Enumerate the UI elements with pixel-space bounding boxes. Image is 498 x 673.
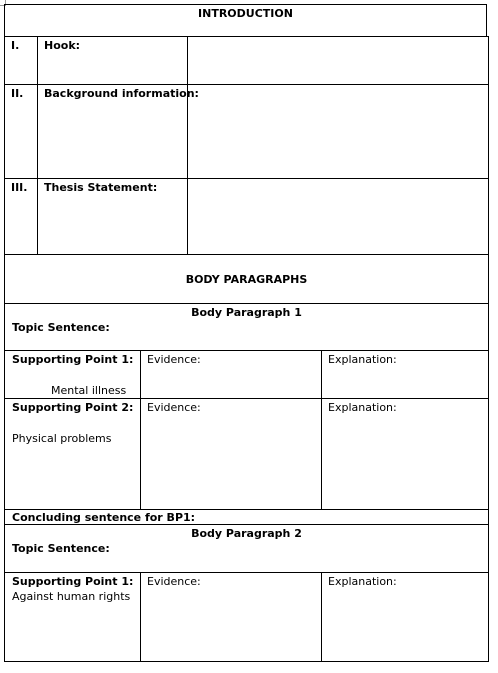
- background-label: Background information:: [44, 87, 199, 100]
- column-divider: [321, 572, 322, 662]
- bp1-sp2-explanation-label: Explanation:: [328, 401, 397, 414]
- row-divider: [4, 178, 489, 179]
- thesis-number: III.: [11, 181, 28, 194]
- bp1-sp1-evidence-label: Evidence:: [147, 353, 201, 366]
- column-divider: [140, 572, 141, 662]
- column-divider: [37, 36, 38, 255]
- bp1-topic-label: Topic Sentence:: [12, 321, 110, 334]
- bp1-sp1-explanation-label: Explanation:: [328, 353, 397, 366]
- bp2-title: Body Paragraph 2: [191, 527, 302, 540]
- hook-label: Hook:: [44, 39, 81, 52]
- body-paragraphs-heading: BODY PARAGRAPHS: [185, 273, 308, 286]
- column-divider: [321, 350, 322, 510]
- bp2-sp1-explanation-label: Explanation:: [328, 575, 397, 588]
- hook-number: I.: [11, 39, 20, 52]
- introduction-heading: INTRODUCTION: [198, 7, 293, 20]
- bp1-support-table: [4, 350, 489, 510]
- bp2-sp1-evidence-label: Evidence:: [147, 575, 201, 588]
- bp1-sp2-label: Supporting Point 2:: [12, 401, 134, 414]
- bp2-topic-label: Topic Sentence:: [12, 542, 110, 555]
- bp1-title: Body Paragraph 1: [191, 306, 302, 319]
- introduction-table: [4, 36, 489, 255]
- row-divider: [4, 398, 489, 399]
- bp2-sp1-label: Supporting Point 1:: [12, 575, 134, 588]
- column-divider: [140, 350, 141, 510]
- bp1-sp1-label: Supporting Point 1:: [12, 353, 134, 366]
- thesis-label: Thesis Statement:: [44, 181, 158, 194]
- bp2-sp1-note: Against human rights: [12, 590, 131, 603]
- background-number: II.: [11, 87, 24, 100]
- bp1-sp2-evidence-label: Evidence:: [147, 401, 201, 414]
- column-divider: [187, 36, 188, 255]
- bp1-sp2-note: Physical problems: [12, 432, 112, 445]
- bp1-concluding-label: Concluding sentence for BP1:: [12, 511, 196, 524]
- row-divider: [4, 84, 489, 85]
- bp1-sp1-note: Mental illness: [51, 384, 127, 397]
